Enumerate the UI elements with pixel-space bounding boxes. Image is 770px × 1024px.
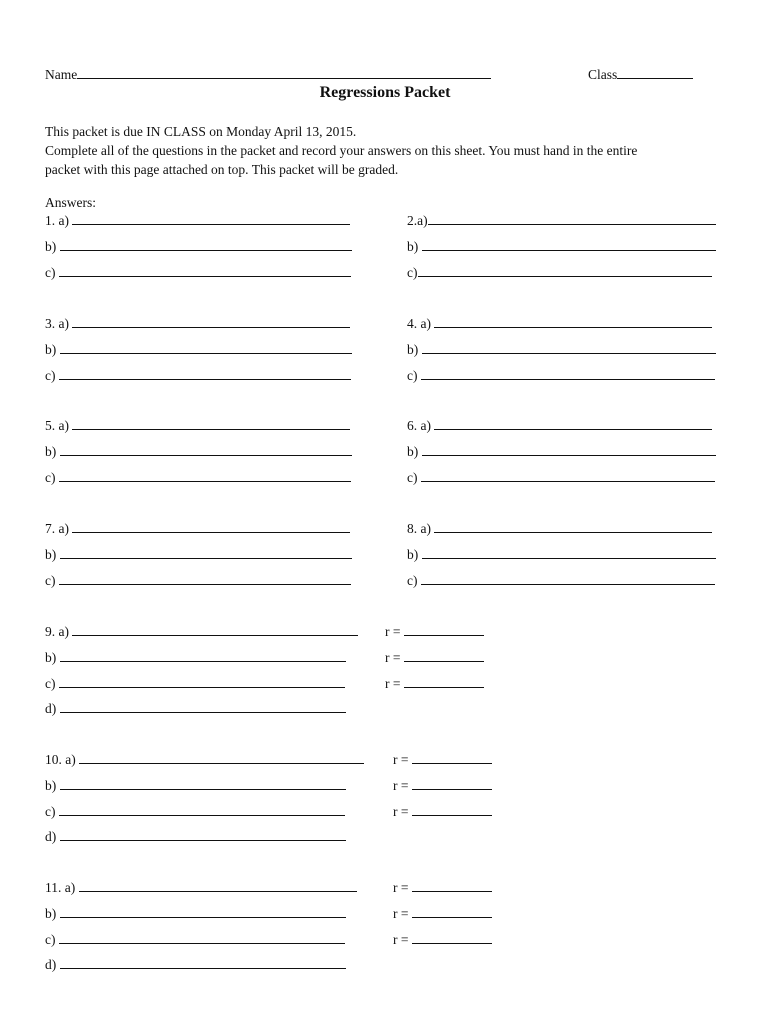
answer-3c: c): [45, 367, 351, 384]
page-title: Regressions Packet: [319, 84, 451, 101]
answer-10d: d): [45, 828, 346, 845]
answer-7b: b): [45, 546, 352, 563]
answer-9d: d): [45, 700, 346, 717]
r-value-11b: r =: [393, 905, 492, 922]
answer-3b: b): [45, 341, 352, 358]
answer-6c: c): [407, 469, 715, 486]
answer-1c: c): [45, 264, 351, 281]
answer-11d: d): [45, 956, 346, 973]
answer-2b: b): [407, 238, 716, 255]
answer-4b: b): [407, 341, 716, 358]
r-value-9c: r =: [385, 675, 484, 692]
class-blank[interactable]: [617, 66, 693, 79]
answer-8c: c): [407, 572, 715, 589]
class-label: Class: [588, 67, 618, 82]
name-field: [45, 66, 491, 83]
r-value-10c: r =: [393, 803, 492, 820]
answer-10c: c): [45, 803, 345, 820]
answer-3a: 3. a): [45, 315, 350, 332]
answer-1a: 1. a): [45, 212, 350, 229]
answer-9c: c): [45, 675, 345, 692]
class-field: [588, 66, 693, 83]
answer-1b: b): [45, 238, 352, 255]
answer-4c: c): [407, 367, 715, 384]
answer-7a: 7. a): [45, 520, 350, 537]
r-value-10a: r =: [393, 751, 492, 768]
name-blank[interactable]: [77, 66, 491, 79]
r-value-9a: r =: [385, 623, 484, 640]
answer-9a: 9. a): [45, 623, 358, 640]
r-value-11c: r =: [393, 931, 492, 948]
answer-2c: c): [407, 264, 712, 281]
answer-10a: 10. a): [45, 751, 364, 768]
instructions-line-2: Complete all of the questions in the packet and record your answers on this sheet. You must hand in the entire: [45, 143, 638, 158]
name-label: Name: [45, 67, 78, 82]
answer-4a: 4. a): [407, 315, 712, 332]
answer-9b: b): [45, 649, 346, 666]
instructions-line-1: This packet is due IN CLASS on Monday April 13, 2015.: [45, 124, 357, 139]
answer-5a: 5. a): [45, 417, 350, 434]
r-value-9b: r =: [385, 649, 484, 666]
answer-8b: b): [407, 546, 716, 563]
instructions: [45, 122, 735, 179]
answer-11b: b): [45, 905, 346, 922]
answer-8a: 8. a): [407, 520, 712, 537]
answer-5c: c): [45, 469, 351, 486]
answers-label: Answers:: [45, 195, 96, 210]
answer-2a: 2.a): [407, 212, 716, 229]
r-value-11a: r =: [393, 879, 492, 896]
answer-11a: 11. a): [45, 879, 357, 896]
answer-6a: 6. a): [407, 417, 712, 434]
answer-7c: c): [45, 572, 351, 589]
answer-6b: b): [407, 443, 716, 460]
r-value-10b: r =: [393, 777, 492, 794]
answer-10b: b): [45, 777, 346, 794]
answer-5b: b): [45, 443, 352, 460]
instructions-line-3: packet with this page attached on top. This packet will be graded.: [45, 162, 399, 177]
answer-11c: c): [45, 931, 345, 948]
